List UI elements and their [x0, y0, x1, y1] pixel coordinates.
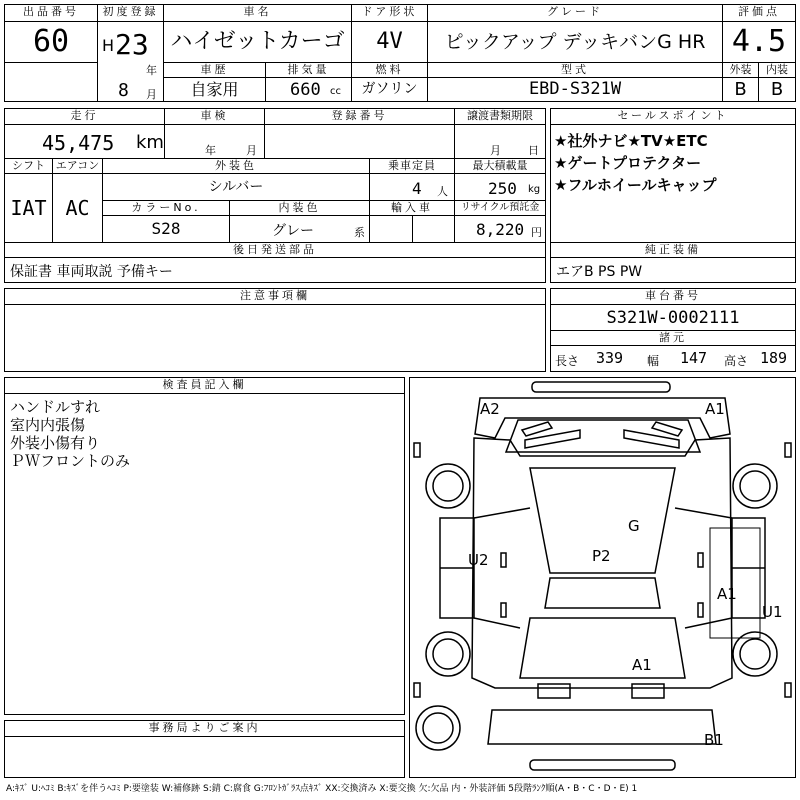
office-label: 事務局よりご案内: [5, 721, 404, 737]
wheel-rear-right-hub: [740, 639, 770, 669]
inspection-year-unit: 年: [205, 144, 216, 157]
recycle-label: リサイクル預託金: [455, 201, 545, 216]
recycle-unit: 円: [531, 226, 542, 239]
damage-mark: U1: [762, 603, 783, 621]
door-handle: [501, 553, 506, 567]
displacement-value: 660: [290, 80, 321, 100]
model-label: 型式: [428, 62, 723, 78]
wheel-front-right-hub: [740, 471, 770, 501]
lot-number-value: 60: [5, 22, 98, 62]
capacity-value: 4: [412, 179, 422, 198]
first-reg-label: 初度登録: [98, 5, 164, 22]
later-parts-label: 後日発送部品: [5, 242, 545, 258]
chassis-label: 車台番号: [551, 289, 795, 305]
damage-mark: G: [628, 517, 640, 535]
model-value: EBD-S321W: [428, 78, 723, 101]
inspector-label: 検査員記入欄: [5, 378, 404, 394]
exterior-color-value: シルバー: [103, 174, 370, 201]
specs-length-value: 339: [596, 349, 624, 367]
door-handle: [698, 553, 703, 567]
rear-deck: [520, 618, 685, 678]
capacity-label: 乗車定員: [370, 158, 455, 174]
transfer-deadline-label: 譲渡書類期限: [455, 109, 545, 125]
car-name-value: ハイゼットカーゴ: [164, 22, 352, 62]
specs-length-label: 長さ: [555, 354, 580, 368]
windshield-slat: [624, 430, 679, 448]
lot-number-label: 出品番号: [5, 5, 98, 22]
inspection-label: 車検: [165, 109, 265, 125]
first-reg-era: H: [102, 36, 115, 55]
specs-height-label: 高さ: [724, 354, 749, 368]
fuel-label: 燃料: [352, 62, 428, 78]
later-parts-value: 保証書 車両取説 予備キー: [10, 264, 173, 280]
chassis-value: S321W-0002111: [551, 305, 795, 331]
specs-label: 諸元: [551, 331, 795, 346]
door-label: ドア形状: [352, 5, 428, 22]
displacement-label: 排気量: [266, 62, 352, 78]
windshield-slat: [522, 422, 552, 436]
car-diagram: [410, 378, 795, 777]
footer-legend: A:ｷｽﾞ U:ﾍｺﾐ B:ｷｽﾞを伴うﾍｺﾐ P:要塗装 W:補修跡 S:錆 C:腐食 G:ﾌﾛﾝﾄｶﾞﾗｽ点ｷｽﾞ XX:交換済み X:要交換 欠:欠品 内・外装評価 5段階ﾗﾝｸ順(A・B・C・D・E) 1: [6, 784, 638, 794]
aircon-label: エアコン: [53, 158, 103, 174]
mileage-value: 45,475: [42, 131, 115, 155]
genuine-equipment-label: 純正装備: [551, 242, 795, 258]
grade-value: ピックアップ デッキバンG HR: [428, 22, 723, 62]
damage-mark: A1: [717, 585, 737, 603]
import-label: 輸入車: [370, 201, 455, 216]
car-name-label: 車名: [164, 5, 352, 22]
exterior-grade-value: B: [723, 78, 759, 101]
exterior-grade-label: 外装: [723, 62, 759, 78]
interior-grade-value: B: [770, 79, 784, 100]
history-value: 自家用: [164, 78, 266, 101]
rear-light: [632, 684, 664, 698]
interior-color-value: グレー: [272, 223, 314, 239]
reg-number-value: [265, 125, 455, 158]
roof-area: [545, 578, 660, 608]
grade-label: グレード: [428, 5, 723, 22]
max-load-label: 最大積載量: [455, 158, 545, 174]
exterior-color-label: 外装色: [103, 158, 370, 174]
sales-point-item: ★社外ナビ★TV★ETC: [554, 132, 708, 150]
mirror: [785, 443, 791, 457]
damage-mark: A1: [632, 656, 652, 674]
inspector-line: ＰＷフロントのみ: [10, 452, 131, 470]
side-line: [474, 508, 530, 518]
import-divider: [412, 216, 413, 242]
mileage-label: 走行: [5, 109, 165, 125]
fuel-value: ガソリン: [352, 78, 428, 101]
max-load-value: 250: [488, 179, 517, 198]
side-line: [685, 618, 732, 628]
sales-points-label: セールスポイント: [551, 109, 795, 125]
wheel-rear-left-hub: [433, 639, 463, 669]
front-bumper-part: [532, 382, 670, 392]
damage-mark: P2: [592, 547, 611, 565]
windshield-slat: [525, 430, 580, 448]
interior-color-label: 内装色: [230, 201, 370, 216]
inspector-line: 室内内張傷: [10, 416, 86, 434]
specs-width-label: 幅: [647, 354, 660, 368]
shift-label: シフト: [5, 158, 53, 174]
spare-wheel-hub: [423, 713, 453, 743]
first-reg-year-unit: 年: [146, 64, 157, 77]
color-no-value: S28: [103, 216, 230, 242]
damage-mark: B1: [704, 731, 724, 749]
side-line: [675, 508, 732, 518]
first-reg-year: 23: [115, 28, 149, 61]
reg-number-label: 登録番号: [265, 109, 455, 125]
interior-color-unit: 系: [354, 226, 365, 239]
damage-mark: U2: [468, 551, 489, 569]
displacement-unit: cc: [330, 86, 341, 97]
specs-width-value: 147: [680, 349, 708, 367]
door-handle: [501, 603, 506, 617]
side-line: [474, 618, 520, 628]
history-label: 車歴: [164, 62, 266, 78]
transfer-day-unit: 日: [528, 144, 539, 157]
recycle-value: 8,220: [476, 220, 525, 239]
inspector-line: ハンドルすれ: [10, 398, 101, 416]
first-reg-month: 8: [118, 80, 129, 101]
mirror: [414, 443, 420, 457]
max-load-unit: kg: [528, 184, 541, 195]
windshield-slat: [652, 422, 682, 436]
wheel-front-left-hub: [433, 471, 463, 501]
damage-mark: A2: [480, 400, 500, 418]
mirror: [785, 683, 791, 697]
aircon-value: AC: [53, 174, 103, 242]
mileage-unit: km: [136, 132, 164, 153]
score-value: 4.5: [731, 24, 787, 59]
rear-light: [538, 684, 570, 698]
interior-grade-label: 内装: [759, 62, 795, 78]
shift-value: IAT: [5, 174, 53, 242]
damage-mark: A1: [705, 400, 725, 418]
genuine-equipment-value: エアB PS PW: [556, 264, 643, 280]
sales-point-item: ★フルホイールキャップ: [554, 176, 717, 194]
lot-number-blank: [5, 62, 98, 101]
inspection-month-unit: 月: [246, 144, 257, 157]
color-no-label: カラーNo.: [103, 201, 230, 216]
specs-height-value: 189: [760, 349, 788, 367]
mirror: [414, 683, 420, 697]
rear-bumper-part: [530, 760, 675, 770]
door-value: 4V: [352, 22, 428, 62]
inspector-line: 外装小傷有り: [10, 434, 101, 452]
score-label: 評価点: [723, 5, 795, 22]
sales-point-item: ★ゲートプロテクター: [554, 154, 702, 172]
first-reg-month-unit: 月: [146, 88, 157, 101]
rear-outline: [488, 710, 716, 744]
transfer-month-unit: 月: [490, 144, 501, 157]
capacity-unit: 人: [437, 185, 448, 198]
door-handle: [698, 603, 703, 617]
notes-label: 注意事項欄: [5, 289, 545, 305]
